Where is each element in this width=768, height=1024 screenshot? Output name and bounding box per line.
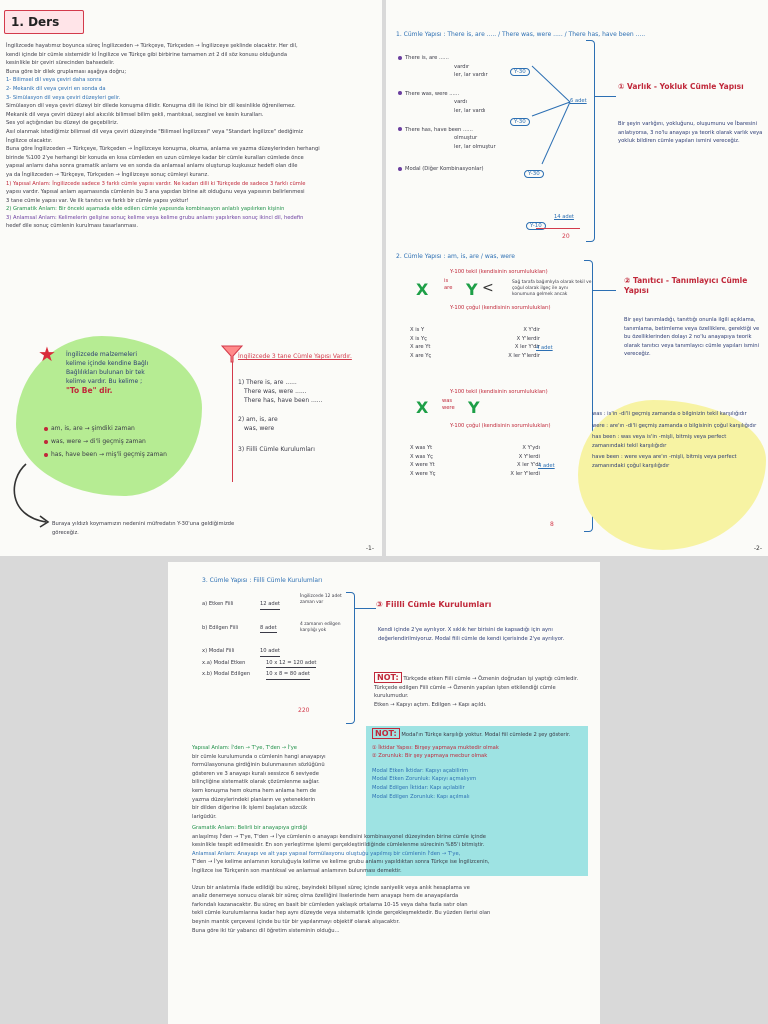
note-label: NOT: (374, 672, 402, 683)
past-right: X ler Y'lerdi (510, 470, 540, 477)
s2-top-note: Y-100 tekil (kendisinin sorumlulukları) (450, 269, 548, 275)
y30-badge: Y-30 (510, 108, 530, 127)
body-line: beynin mantık çerçevesi içinde bu tür bir yapılanmayı objektif olarak alışacaktır. (192, 918, 400, 925)
note-example: Etken → Kapıyı açtım. Edilgen → Kapı açıldı. (374, 701, 487, 708)
s2-bottom-note: Y-100 çoğul (kendisinin sorumlulukları) (450, 305, 551, 311)
body-line: analiz denemeye sonucu olarak bir süreç olma özelliğini liselerinde hem anayapı hem de anayapılarda (192, 893, 459, 900)
body-line: yazma düzeylerindeki planların ve yeteneklerin (192, 796, 316, 803)
body-line: kesinlikle tespit edilmesidir. En son yerleştirme işlemi gerçekleştirildiğinde cümlelenme sürecinin %85'i bitmiştir. (192, 842, 485, 849)
six-count: 6 adet (570, 98, 587, 104)
intro-line: Simülasyon dil veya çeviri düzeyi bir dilede konuşma dilidir. Konuşma dili ile ikinci bir dil kesinlikle öğrenilemez. (6, 103, 296, 110)
verb-label: b) Edilgen Fiili (202, 624, 239, 631)
to-be-line: kelime içinde kendine Bağlı (66, 360, 149, 367)
star-explanation: Buraya yıldızlı koymamızın nedenini müfredatın Y-30'una geldiğimizde göreceğiz. (52, 521, 235, 536)
x-symbol: X (416, 398, 429, 417)
verb-total: 220 (298, 707, 310, 714)
intro-line: Mekanik dil veya çeviri düzeyi akıl akıcılık bilimsel bilim şekli, mantıksal, sezgisel ve kesin kuralları. (6, 111, 264, 118)
intro-line: 1- Bilimsel dil veya çeviri daha sonra (6, 77, 102, 84)
to-be-line: kelime vardır. Bu kelime ; (66, 378, 143, 385)
passive-note: 4 zamanın edilgen karşılığı yok (300, 622, 341, 633)
structure-item: 3) Fiilli Cümle Kurulumları (238, 446, 315, 453)
was-were: was were (442, 398, 455, 411)
body-line: bir dilden diğerine ilk işlemi başlatan sözcük (192, 805, 308, 812)
notebook-page-1 (0, 0, 382, 556)
note-example: Modal Edilgen İktidar: Kapı açılabilir (372, 784, 465, 791)
to-be-form: was, were → di'li geçmiş zaman (51, 438, 146, 445)
row-text: Modal (Diğer Kombinasyonlar) (405, 166, 484, 173)
note-label: NOT: (372, 728, 400, 739)
structures-title: İngilizcede 3 tane Cümle Yapısı Vardır. (238, 353, 352, 360)
note-example: Modal Etken Zorunluk: Kapıyı açmalıyım (372, 776, 477, 783)
page-number: -1- (365, 545, 374, 552)
past-forms (592, 410, 760, 471)
pink-rule (232, 362, 234, 482)
y30-badge: Y-30 (524, 160, 544, 179)
modal-count: 14 adet (554, 214, 574, 220)
box2-text: Bir şeyi tanımladığı, tanıttığı onunla ilgili açıklama, tanımlama, betimleme veya özelliklere, gerektiği ve bu özelliklerinden dolayı 2 no'lu anayapıya teorik olarak tanıtıcı veya tanımlayıcı cümle yapıları ismini vereceğiz. (624, 317, 760, 358)
to-be-line: "To Be" dir. (66, 386, 113, 395)
y-symbol: Y (468, 398, 480, 417)
body-line: İngilizce ise Türkçenin son mantıksal ve anlamsal anlamının bulunması demektir. (192, 867, 402, 874)
bracket-1 (586, 40, 595, 242)
row-sub: vardı (454, 99, 468, 106)
past-form: were : are'ın -di'li geçmiş zamanda o bilgisinin çoğul karşılığıdır (592, 422, 757, 429)
verb-count: 10 x 12 = 120 adet (266, 659, 316, 669)
x-symbol: X (416, 280, 429, 299)
intro-line: hedef dile sonuç cümlenin kurulması tasarlanması. (6, 223, 139, 230)
present-count: 4 adet (536, 345, 553, 351)
intro-line: 3 tane cümle yapısı var. Ve ilk tanıtıcı ve farklı bir cümle yapısı yoktur! (6, 197, 189, 204)
body-line: Buna göre iki tür yabancı dil öğretim sisteminin olduğu... (192, 927, 340, 934)
active-note: İngilizcede 12 adet zaman var (300, 594, 342, 605)
branch-icon: < (482, 280, 494, 296)
intro-line: İngilizce olacaktır. (6, 137, 53, 144)
bracket-connector (594, 96, 616, 97)
bracket-connector (592, 290, 616, 291)
is-are: is are (444, 278, 453, 291)
intro-line: 2) Gramatik Anlam: Bir önceki aşamada elde edilen cümle yapısında kombinasyon anlatılı yapılırken kişinin (6, 206, 285, 213)
past-right: X ler Y'di (517, 462, 540, 469)
structure-item: There has, have been ...... (244, 397, 323, 404)
body-line: Yapısal Anlam: İ'den → T'ye, T'den → İ'ye (192, 745, 297, 751)
body-line: kem konuşma hem okuma hem anlama hem de (192, 787, 317, 794)
intro-line: 2- Mekanik dil veya çeviri en sonda da (6, 85, 106, 92)
note-example: Modal Edilgen Zorunluk: Kapı açılmalı (372, 793, 470, 800)
box1-title: ① Varlık - Yokluk Cümle Yapısı (618, 82, 744, 91)
note-example: Modal Etken İktidar: Kapıyı açabilirim (372, 767, 469, 774)
present-right: X ler Y'lerdir (508, 352, 540, 359)
past-right: X Y'lerdi (518, 453, 540, 460)
verb-count: 10 x 8 = 80 adet (266, 670, 310, 680)
present-left: X is Yç (410, 335, 428, 342)
intro-line: 1) Yapısal Anlam: İngilizcede sadece 3 farklı cümle yapısı vardır. Ne kadarı dilli ki Türkçede de sadece 3 farklı cümle (6, 180, 306, 187)
past-form: was : is'in -di'li geçmiş zamanda o bilginizin tekil karşılığıdır (592, 411, 747, 417)
verb-count: 12 adet (260, 600, 280, 610)
y-symbol: Y (466, 280, 478, 299)
note-1 (374, 674, 584, 709)
bracket-connector (354, 608, 376, 609)
intro-paragraph (6, 42, 374, 231)
present-right: X Y'lerdir (516, 335, 540, 342)
to-be-line: İngilizcede malzemeleri (66, 351, 137, 358)
intro-line: 3) Anlamsal Anlam: Kelimelerin gelişine sonuç kelime veya kelime grubu anlamı yapılırken sonuç ikinci dil, hedefin (6, 214, 304, 221)
to-be-form: has, have been → miş'li geçmiş zaman (51, 451, 167, 458)
past-left: X were Yt (410, 462, 435, 469)
intro-line: Ses yol açtığından bu düzeyi de geçebiliriz. (6, 120, 119, 127)
bracket-3 (346, 592, 355, 724)
past-form: has been : was veya is'in -mişli, bitmiş veya perfect zamanındaki tekil karşılığıdır (592, 434, 727, 449)
body-line: anlaşılmış İ'den → T'ye, T'den → İ'ye cümlenin o anayapı kendisini kombinasyonel düzeyinden birine cümle içinde (192, 833, 486, 840)
row-text: There has, have been ...... (405, 126, 473, 133)
note-text: Modal'ın Türkçe karşılığı yoktur. Modal fiil cümlede 2 şey gösterir. (401, 732, 571, 738)
convergence-lines (522, 64, 582, 174)
intro-line: yapısal anlamı daha sonra gramatik anlamı ve en sonda da anlamsal anlamı oluşturup kuşkusuz hedefi olan dile (6, 163, 298, 170)
verb-count: 8 adet (260, 624, 277, 634)
to-be-forms (44, 424, 194, 459)
verb-count: 10 adet (260, 647, 280, 657)
body-line: farkındalı kazanacaktır. Bu süreç en basit bir cümleden yaklaşık ortalama 10-15 veya daha fazla satır olan (192, 901, 468, 908)
present-right: X ler Y'dir (514, 344, 540, 351)
intro-line: Buna göre bir dilek gruplaması aşağıya doğru; (6, 68, 127, 75)
note-item: ② Zorunluk: Bir şey yapmaya mecbur olmak (372, 753, 488, 760)
y10-badge: Y-10 (526, 212, 546, 231)
body-line: tekli cümle kurulumlarına kadar hep aynı düzeyde veya sistematik içinde gerçekleşmektedir. Bu yüzden ilerisi olan (192, 910, 491, 917)
body-line (192, 876, 596, 884)
intro-line: yapısı vardır. Yapısal anlam aşamasında cümlenin bu 3 ana yapıdan birine ait olduğunu veya yapısının belirlenmesi (6, 189, 305, 196)
verb-label: a) Etken Fiili (202, 601, 234, 607)
intro-line: ya da İngilizceden → Türkçeye, Türkçeden → İngilizceye sonuç cümleyi kurarız. (6, 171, 209, 178)
lesson-title: 1. Ders (4, 10, 84, 34)
structure-item: 1) There is, are ...... (238, 379, 297, 386)
present-right: X Y'dir (523, 327, 540, 333)
row-sub: ler, lar vardır (454, 72, 488, 79)
row-sub: ler, lar vardı (454, 107, 486, 114)
box1-text: Bir şeyin varlığını, yokluğunu, oluşumunu ve İbaresini anlatıyorsa, 3 no'lu anayapı ya teorik olarak varlık veya yokluk bildiren cümle yapıları ismini vereceğiz. (618, 121, 763, 145)
structure-2-total: 8 (550, 521, 554, 528)
page-number: -2- (753, 545, 762, 552)
past-left: X was Yç (410, 453, 433, 460)
sum-rule (536, 228, 580, 229)
note-text: Türkçede etken Fiili cümle → Öznenin doğrudan işi yaptığı cümledir. Türkçede edilgen Fiili cümle → Öznenin yapılan işten etkilendiği cümle kurulumudur. (374, 676, 579, 700)
row-text: There is, are ...... (405, 55, 449, 61)
verb-label: x) Modal Fiili (202, 648, 235, 655)
to-be-note (66, 350, 196, 395)
past-count: 4 adet (538, 463, 555, 469)
intro-line: Asıl olanmak istediğimiz bilimsel dil veya çeviri düzeyinde "Bilimsel İngilizcesi" veya "Standart İngilizce" dediğimiz (6, 128, 304, 135)
present-left: X is Y (410, 327, 425, 333)
intro-line: birinde %100 2'ye herhangi bir konuda en kısa cümleden en uzun cümleye kadar bir cümle kuralları cümlede önce (6, 154, 304, 161)
body-line: bir cümle kurulumunda o cümlenin hangi anayapıyı (192, 753, 326, 760)
row-sub: vardır (454, 63, 470, 70)
past-left: X were Yç (410, 470, 436, 477)
intro-line: 3- Simülasyon dil veya çeviri düzeyleri gelir. (6, 94, 121, 101)
structure-1-total: 20 (562, 233, 570, 240)
structure-3-header: 3. Cümle Yapısı : Fiilli Cümle Kurulumları (202, 577, 323, 584)
present-left: X are Yt (410, 344, 431, 351)
row-sub: olmuştur (454, 135, 478, 142)
structure-item: 2) am, is, are (238, 416, 278, 423)
intro-line: kesinlikle bir çeviri sürecinden bahsedelir. (6, 60, 115, 67)
body-line: Gramatik Anlam: Belirli bir anayapıya girdiği (192, 825, 308, 831)
structure-item: There was, were ...... (244, 388, 307, 395)
body-line: larigüdür. (192, 813, 217, 820)
past-form: have been : were veya are'ın -mişli, bitmiş veya perfect zamanındaki çoğul karşılığıdır (592, 454, 737, 469)
body-line: gösteren ve 3 anayapı kuralı sessizce 6 seviyede (192, 770, 319, 777)
y30-badge: Y-30 (510, 58, 530, 77)
past-bottom-note: Y-100 çoğul (kendisinin sorumlulukları) (450, 423, 551, 429)
structure-item: was, were (244, 425, 275, 432)
to-be-form: am, is, are → şimdiki zaman (51, 425, 135, 432)
structure-2-header: 2. Cümle Yapısı : am, is, are / was, were (396, 253, 515, 260)
row-text: There was, were ...... (405, 90, 460, 97)
body-line: Anlamsal Anlam: Anayapı ve alt yapı yapısal formülasyonu oluştuğu yapılmış bir cümlenin İ'den → T'ye, (192, 850, 461, 857)
past-top-note: Y-100 tekil (kendisinin sorumlulukları) (450, 389, 548, 395)
box3-title: ③ Fiilli Cümle Kurulumları (376, 600, 492, 609)
to-be-line: Bağlılıkları bulunan bir tek (66, 369, 145, 376)
note-2 (372, 730, 582, 801)
body-line: Uzun bir anlatımla ifade edildiği bu süreç, beyindeki bilişsel süreç içinde saniyelik veya anlık hesaplama ve (192, 884, 470, 891)
body-line: bilinçliğine sistematik olarak çözümlenme sağlar. (192, 779, 320, 786)
body-text (192, 824, 596, 935)
verb-label: x.b) Modal Edilgen (202, 671, 251, 678)
present-left: X are Yç (410, 352, 432, 359)
intro-line: İngilizcede hayatımız boyunca süreç İngilizceden → Türkçeye, Türkçeden → İngilizceye şeklinde olacaktır. Her dil, (6, 43, 298, 49)
notebook-page-3 (168, 562, 600, 1024)
verb-label: x.a) Modal Etken (202, 659, 246, 666)
body-line: formülasyonuna girdiğinin bulunmasının sözlüğünü (192, 762, 325, 769)
s2-side-note: Sağ tarafa bağımlıyla olarak tekil ve çoğul olarak ilgeç ile aynı konumuna gelmek ancak (512, 280, 592, 297)
past-right: X Y'ydı (522, 445, 540, 451)
intro-line: kendi içinde bir cümle sistemidir ki İngilizce ve Türkçe gibi birbirine tamamen zıt 2 dil söz konusu olduğunda (6, 51, 287, 58)
structure-1-header: 1. Cümle Yapısı : There is, are ..... / There was, were ..... / There has, have been ..... (396, 31, 646, 38)
past-left: X was Yt (410, 445, 433, 451)
notebook-page-2 (386, 0, 768, 556)
structural-meaning (192, 744, 362, 821)
row-sub: ler, lar olmuştur (454, 143, 496, 150)
box2-title: ② Tanıtıcı - Tanımlayıcı Cümle Yapısı (624, 276, 748, 295)
structures-list (238, 378, 378, 454)
intro-line: Buna göre İngilizceden → Türkçeye, Türkçeden → İngilizceye konuşma, okuma, anlama ve yazma düzeylerinden herhangi (6, 146, 320, 153)
note-item: ① İktidar Yapısı: Birşey yapmaya muktedir olmak (372, 744, 499, 751)
body-line: T'den → İ'ye kelime anlamının koruluğuyla kelime ve kelime grubu anlamı yapıldıktan sonra Türkçe ise İngilizcenin, (192, 859, 490, 866)
star-icon: ★ (38, 342, 56, 366)
box3-text: Kendi içinde 2'ye ayrılıyor. X sıklık her birisini de kapsadığı için aynı değerlendirilmiyoruz. Modal fiili cümle de kendi içerisinde 2'ye ayrılıyor. (378, 627, 565, 642)
